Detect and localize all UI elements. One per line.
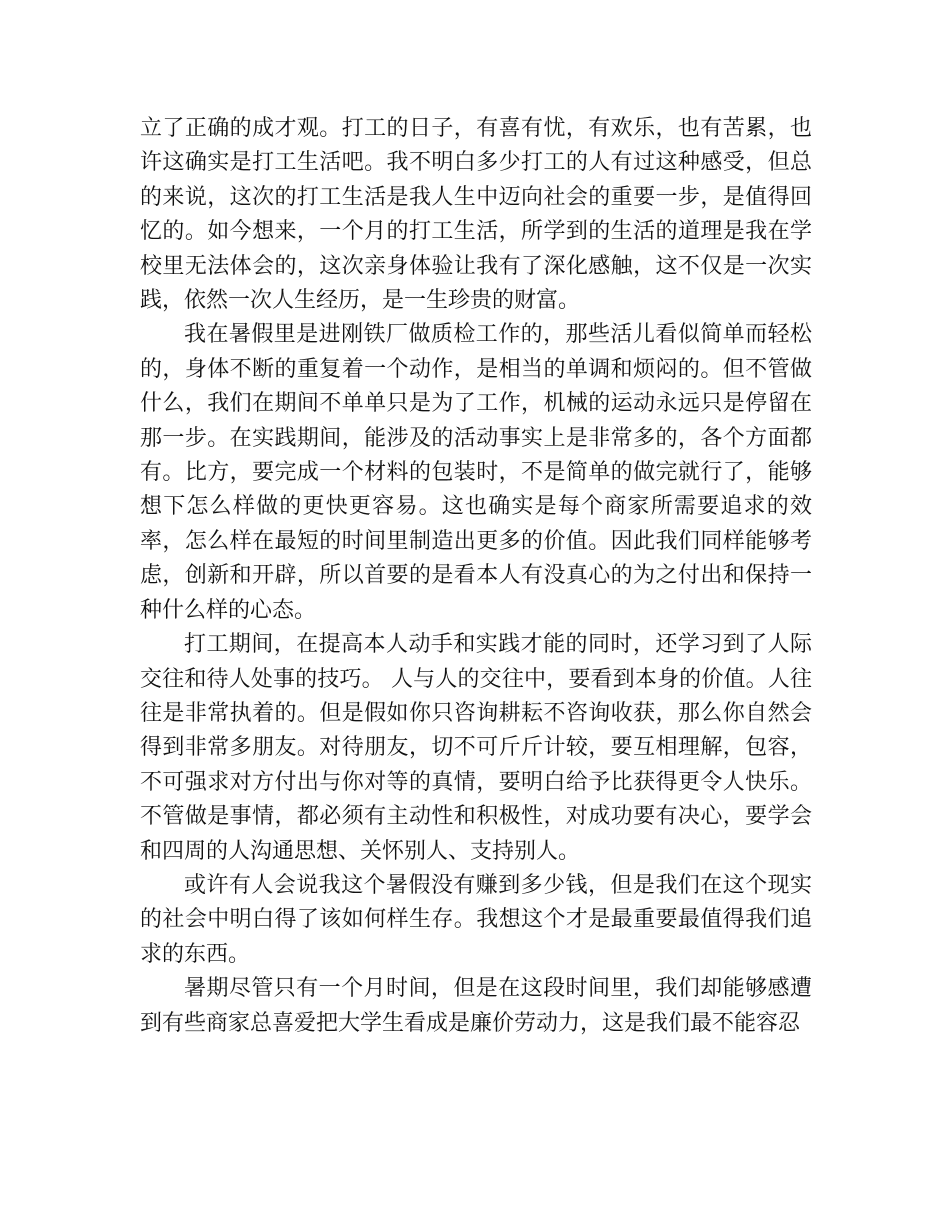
paragraph-3: 打工期间，在提高本人动手和实践才能的同时，还学习到了人际交往和待人处事的技巧。 人与人的交往中，要看到本身的价值。人往往是非常执着的。但是假如你只咨询耕耘不咨询收获，那么你自然会得到非常多朋友。对待朋友，切不可斤斤计较，要互相理解，包容，不可强求对方付出与你对等的真情，要明白给予比获得更令人快乐。不管做是事情，都必须有主动性和积极性，对成功要有决心，要学会和四周的人沟通思想、关怀别人、支持别人。 — [140, 632, 812, 864]
paragraph-1: 立了正确的成才观。打工的日子，有喜有忧，有欢乐，也有苦累，也许这确实是打工生活吧。我不明白多少打工的人有过这种感受，但总的来说，这次的打工生活是我人生中迈向社会的重要一步，是值得回忆的。如今想来，一个月的打工生活，所学到的生活的道理是我在学校里无法体会的，这次亲身体验让我有了深化感触，这不仅是一次实践，依然一次人生经历，是一生珍贵的财富。 — [140, 116, 812, 314]
paragraph-5: 暑期尽管只有一个月时间，但是在这段时间里，我们却能够感遭到有些商家总喜爱把大学生看成是廉价劳动力，这是我们最不能容忍 — [140, 976, 812, 1036]
document-body — [140, 112, 812, 1041]
paragraph-4: 或许有人会说我这个暑假没有赚到多少钱，但是我们在这个现实的社会中明白得了该如何样生存。我想这个才是最重要最值得我们追求的东西。 — [140, 872, 812, 967]
paragraph-2: 我在暑假里是进刚铁厂做质检工作的，那些活儿看似简单而轻松的，身体不断的重复着一个动作，是相当的单调和烦闷的。但不管做什么，我们在期间不单单只是为了工作，机械的运动永远只是停留在那一步。在实践期间，能涉及的活动事实上是非常多的，各个方面都有。比方，要完成一个材料的包装时，不是简单的做完就行了，能够想下怎么样做的更快更容易。这也确实是每个商家所需要追求的效率，怎么样在最短的时间里制造出更多的价值。因此我们同样能够考虑，创新和开辟，所以首要的是看本人有没真心的为之付出和保持一种什么样的心态。 — [140, 322, 812, 623]
